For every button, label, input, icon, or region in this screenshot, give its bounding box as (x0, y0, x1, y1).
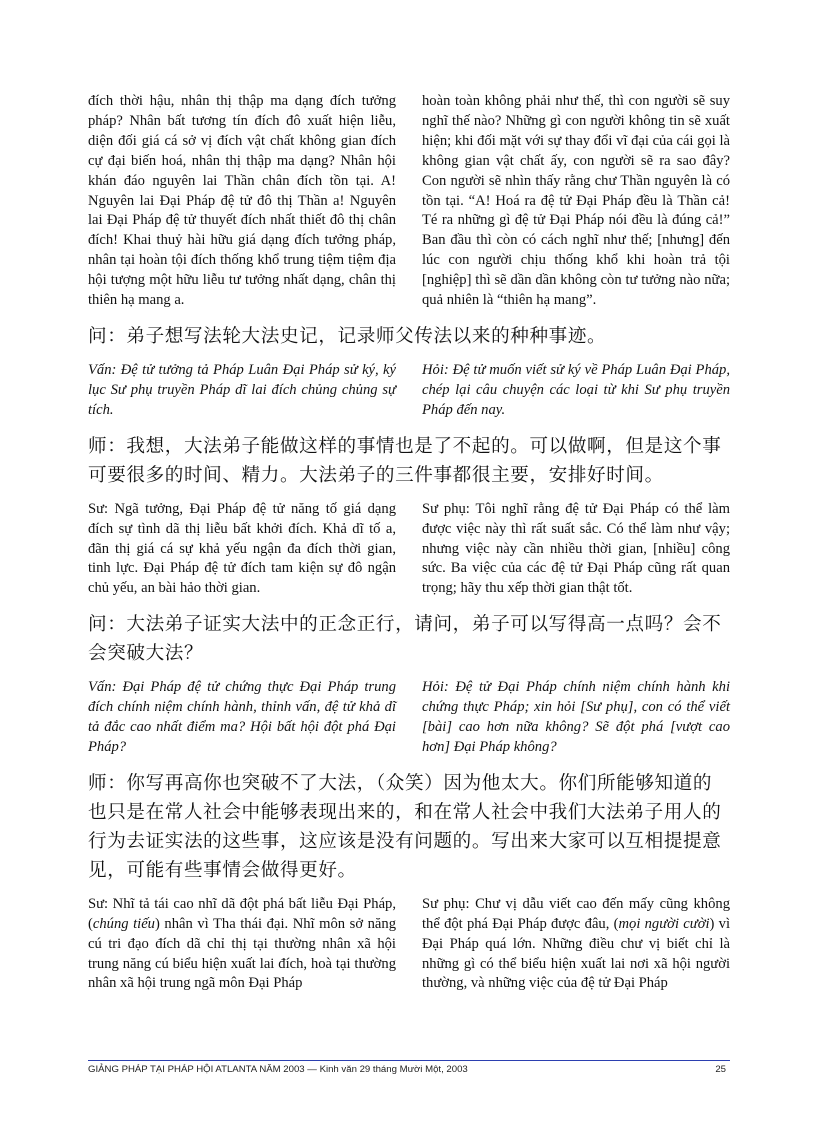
paragraph-pair (88, 895, 730, 995)
han-viet-paragraph: đích thời hậu, nhân thị thập ma dạng đích tưởng pháp? Nhân bất tương tín đích đô xuất hiện liễu, diện đối giá cá sở vị đích vật chất không gian đích cự đại biến hoá, nhân thị thập ma dạng? Nhân hội khán đáo nguyên lai Thần chân đích tồn tại. A! Nguyên lai Đại Pháp đệ tử đô thị Thần a! Nguyên lai Đại Pháp đệ tử thuyết đích nhất thiết đô thị chân đích! Khai thuỷ hài hữu giá dạng đích tưởng pháp, nhân tại hoàn tội đích thống khổ trung tiệm tiệm địa hội tượng một hữu liễu tư tưởng nhất dạng, chân thị thiên hạ mang a. (88, 93, 396, 309)
text-run: Sư phụ: Chư vị dẫu viết cao đến mấy cũng không thể đột phá Đại Pháp được đâu, ( (422, 895, 730, 932)
text-run: Sư: Nhĩ tả tái cao nhĩ dã đột phá bất liễu Đại Pháp, ( (88, 895, 396, 932)
question-translation-pair (88, 678, 730, 758)
page-number: 25 (715, 1064, 726, 1075)
han-viet-paragraph (88, 895, 396, 995)
emphasis-text: chúng tiếu (92, 915, 155, 932)
han-viet-paragraph: Sư: Ngã tưởng, Đại Pháp đệ tử năng tố giá dạng đích sự tình dã thị liễu bất khởi đích. Khả dĩ tố a, đãn thị giá cá sự khả yếu ngận đa đích thời gian, tinh lực. Đại Pháp đệ tử đích tam kiện sự đô ngận chủ yếu, an bài hảo thời gian. (88, 500, 396, 597)
text-run: ) vì Đại Pháp quá lớn. Những điều chư vị biết chỉ là những gì có thể biểu hiện xuất lai nơi xã hội người thường, và những việc của đệ tử Đại Pháp (422, 915, 730, 992)
vietnamese-paragraph (422, 895, 730, 995)
chinese-answer: 师：我想，大法弟子能做这样的事情也是了不起的。可以做啊，但是这个事可要很多的时间、精力。大法弟子的三件事都很主要，安排好时间。 (88, 435, 722, 486)
chinese-answer: 师：你写再高你也突破不了大法，（众笑）因为他太大。你们所能够知道的也只是在常人社会中能够表现出来的，和在常人社会中我们大法弟子用人的行为去证实法的这些事，这应该是没有问题的。写出来大家可以互相提提意见，可能有些事情会做得更好。 (88, 772, 722, 881)
han-viet-question: Vấn: Đệ tử tưởng tả Pháp Luân Đại Pháp sử ký, ký lục Sư phụ truyền Pháp dĩ lai đích chủng chủng sự tích. (88, 361, 396, 418)
chinese-question: 问：弟子想写法轮大法史记，记录师父传法以来的种种事迹。 (88, 325, 607, 347)
emphasis-text: mọi người cười (618, 915, 710, 932)
chinese-question: 问：大法弟子证实大法中的正念正行，请问，弟子可以写得高一点吗？会不会突破大法？ (88, 614, 722, 665)
vietnamese-question: Hỏi: Đệ tử Đại Pháp chính niệm chính hành khi chứng thực Pháp; xin hỏi [Sư phụ], con có thể viết [bài] cao hơn nữa không? Sẽ đột phá [vượt cao hơn] Đại Pháp không? (422, 679, 730, 755)
paragraph-pair (88, 92, 730, 311)
han-viet-question: Vấn: Đại Pháp đệ tử chứng thực Đại Pháp trung đích chính niệm chính hành, thỉnh vấn, đệ tử khả dĩ tả đắc cao nhất điểm ma? Hội bất hội đột phá Đại Pháp? (88, 679, 396, 755)
text-run: ) nhân vì Tha thái đại. Nhĩ môn sở năng cú tri đạo đích dã chỉ thị tại thường nhân xã hội trung năng cú biểu hiện xuất lai đích, hoà tại thường nhân xã hội trung ngã môn Đại Pháp (88, 915, 396, 992)
footer-title: GIẢNG PHÁP TẠI PHÁP HỘI ATLANTA NĂM 2003 — Kinh văn 29 tháng Mười Một, 2003 (88, 1064, 468, 1075)
page-body (88, 92, 730, 994)
question-translation-pair (88, 361, 730, 421)
paragraph-pair (88, 500, 730, 600)
vietnamese-paragraph: hoàn toàn không phải như thế, thì con người sẽ suy nghĩ thế nào? Những gì con người không tin sẽ xuất hiện; khi đối mặt với sự thay đổi vĩ đại của cái gọi là không gian vật chất ấy, con người sẽ ra sao đây? Con người sẽ nhìn thấy rằng chư Thần nguyên là có tồn tại. “A! Hoá ra đệ tử Đại Pháp đều là Thần cả! Té ra những gì đệ tử Đại Pháp nói đều là đúng cả!” Ban đầu thì còn có cách nghĩ như thế; [nhưng] đến lúc con người chịu thống khổ khi hoàn trả tội [nghiệp] thì sẽ dần dần không còn tư tưởng nào nữa; quả nhiên là “thiên hạ mang”. (422, 93, 730, 309)
vietnamese-question: Hỏi: Đệ tử muốn viết sử ký về Pháp Luân Đại Pháp, chép lại câu chuyện các loại từ khi Sư phụ truyền Pháp đến nay. (422, 361, 730, 418)
vietnamese-paragraph: Sư phụ: Tôi nghĩ rằng đệ tử Đại Pháp có thể làm được việc này thì rất suất sắc. Có thể làm như vậy; nhưng việc này cần nhiều thời gian, [nhiều] công sức. Ba việc của các đệ tử Đại Pháp cũng rất quan trọng; hãy thu xếp thời gian thật tốt. (422, 500, 730, 597)
page-footer (88, 1060, 730, 1075)
